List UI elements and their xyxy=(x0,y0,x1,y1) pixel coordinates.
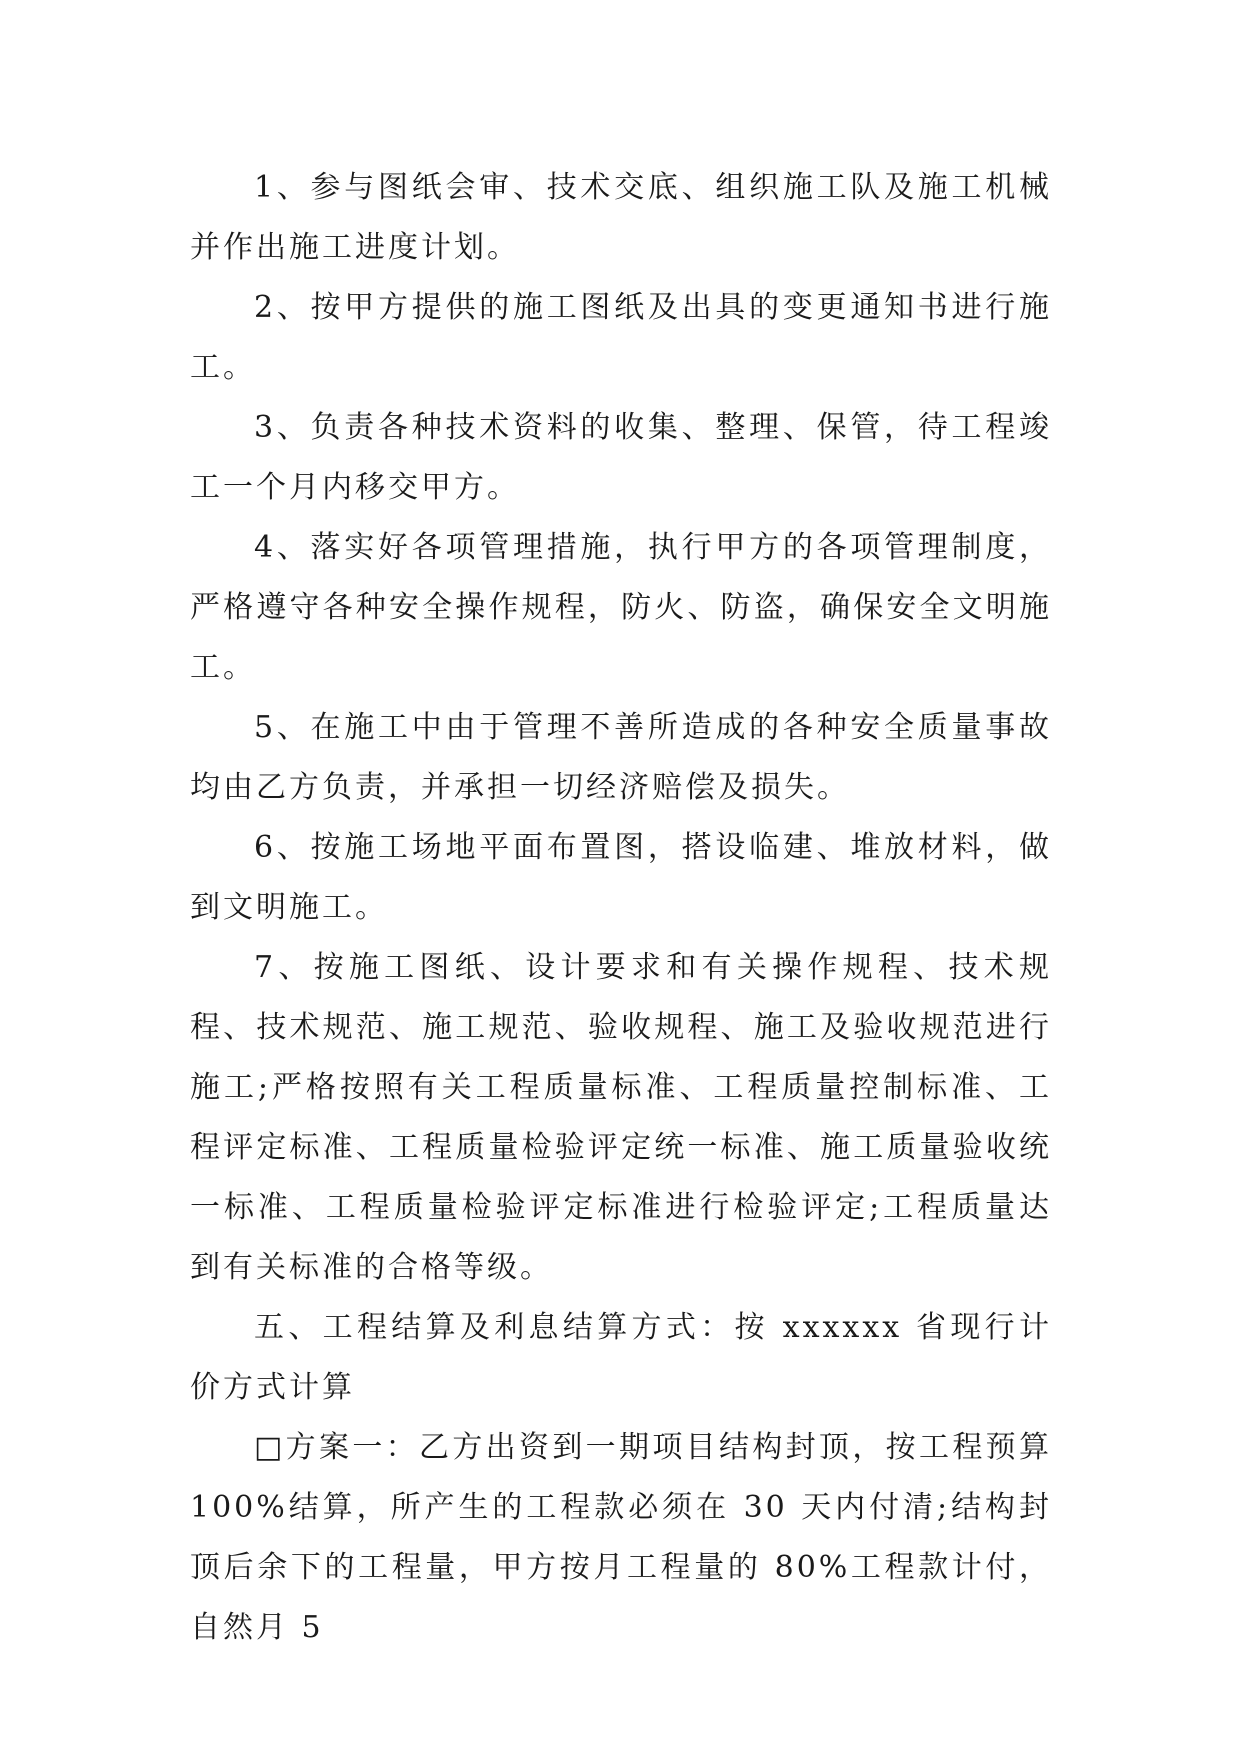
section-heading-settlement: 五、工程结算及利息结算方式：按 xxxxxx 省现行计价方式计算 xyxy=(190,1310,1052,1405)
paragraph-option-1: □方案一：乙方出资到一期项目结构封顶，按工程预算100%结算，所产生的工程款必须在 30 天内付清;结构封顶后余下的工程量，甲方按月工程量的 80%工程款计付，自然月 5 xyxy=(190,1430,1052,1645)
paragraph-clause-4: 4、落实好各项管理措施，执行甲方的各项管理制度，严格遵守各种安全操作规程，防火、防盗，确保安全文明施工。 xyxy=(190,530,1052,685)
paragraph-clause-3: 3、负责各种技术资料的收集、整理、保管，待工程竣工一个月内移交甲方。 xyxy=(190,410,1052,505)
paragraph-clause-7: 7、按施工图纸、设计要求和有关操作规程、技术规程、技术规范、施工规范、验收规程、施工及验收规范进行施工;严格按照有关工程质量标准、工程质量控制标准、工程评定标准、工程质量检验评定统一标准、施工质量验收统一标准、工程质量检验评定标准进行检验评定;工程质量达到有关标准的合格等级。 xyxy=(190,950,1052,1285)
paragraph-clause-2: 2、按甲方提供的施工图纸及出具的变更通知书进行施工。 xyxy=(190,290,1052,385)
document-body xyxy=(190,158,1052,1658)
paragraph-clause-6: 6、按施工场地平面布置图，搭设临建、堆放材料，做到文明施工。 xyxy=(190,830,1052,925)
paragraph-clause-5: 5、在施工中由于管理不善所造成的各种安全质量事故均由乙方负责，并承担一切经济赔偿及损失。 xyxy=(190,710,1052,805)
paragraph-clause-1: 1、参与图纸会审、技术交底、组织施工队及施工机械并作出施工进度计划。 xyxy=(190,170,1052,265)
